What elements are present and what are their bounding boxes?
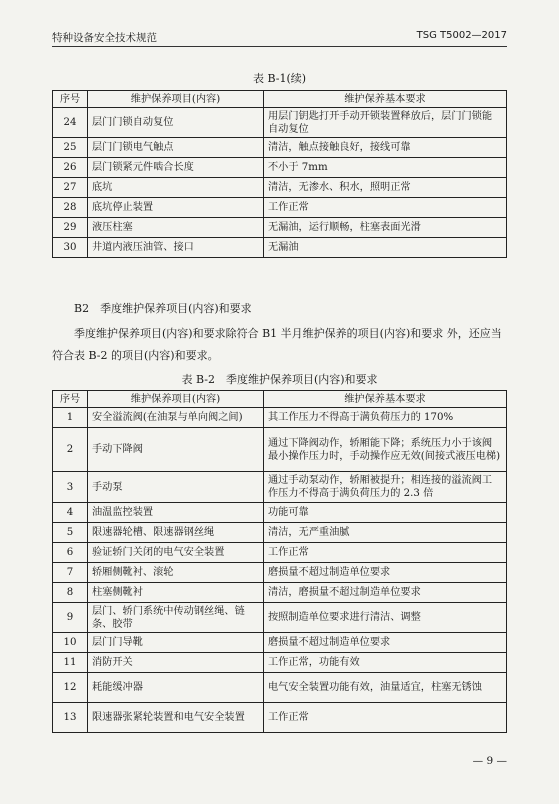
cell-item: 验证轿门关闭的电气安全装置	[88, 543, 264, 563]
cell-no: 27	[53, 178, 88, 198]
table-row	[53, 503, 507, 523]
cell-req: 无漏油，运行顺畅，柱塞表面光滑	[264, 218, 507, 238]
cell-req: 工作正常	[264, 543, 507, 563]
table-row	[53, 583, 507, 603]
cell-req: 清洁，无严重油腻	[264, 523, 507, 543]
table-row	[53, 428, 507, 472]
cell-req: 通过手动泵动作，轿厢被提升；相连接的溢流阀工作压力不得高于满负荷压力的 2.3 倍	[264, 472, 507, 503]
table-row	[53, 703, 507, 733]
cell-req: 其工作压力不得高于满负荷压力的 170%	[264, 408, 507, 428]
table-row	[53, 673, 507, 703]
table-b2	[52, 390, 507, 733]
cell-item: 耗能缓冲器	[88, 673, 264, 703]
cell-item: 层门、轿门系统中传动钢丝绳、链条、胶带	[88, 603, 264, 633]
cell-no: 1	[53, 408, 88, 428]
table1-caption: 表 B-1(续)	[252, 72, 307, 85]
table-row	[53, 138, 507, 158]
cell-req: 工作正常，功能有效	[264, 653, 507, 673]
table-row	[53, 543, 507, 563]
table-row	[53, 218, 507, 238]
cell-no: 25	[53, 138, 88, 158]
cell-item: 柱塞侧靴衬	[88, 583, 264, 603]
table-row	[53, 408, 507, 428]
header-code: TSG T5002—2017	[416, 30, 507, 41]
cell-req: 清洁，触点接触良好，接线可靠	[264, 138, 507, 158]
table-row	[53, 108, 507, 138]
cell-item: 手动下降阀	[88, 428, 264, 472]
cell-no: 13	[53, 703, 88, 733]
cell-req: 磨损量不超过制造单位要求	[264, 563, 507, 583]
cell-no: 30	[53, 238, 88, 258]
cell-req: 磨损量不超过制造单位要求	[264, 633, 507, 653]
col-header-item: 维护保养项目(内容)	[88, 91, 264, 108]
cell-req: 通过下降阀动作，轿厢能下降；系统压力小于该阀最小操作压力时，手动操作应无效(间接式液压电梯)	[264, 428, 507, 472]
cell-req: 按照制造单位要求进行清洁、调整	[264, 603, 507, 633]
section-heading: B2 季度维护保养项目(内容)和要求	[74, 302, 252, 315]
cell-item: 液压柱塞	[88, 218, 264, 238]
cell-item: 层门门锁电气触点	[88, 138, 264, 158]
table-row	[53, 472, 507, 503]
cell-no: 7	[53, 563, 88, 583]
cell-item: 底坑	[88, 178, 264, 198]
cell-item: 消防开关	[88, 653, 264, 673]
cell-req: 工作正常	[264, 703, 507, 733]
cell-no: 8	[53, 583, 88, 603]
page-header	[52, 28, 507, 47]
cell-req: 无漏油	[264, 238, 507, 258]
cell-req: 清洁，无渗水、积水，照明正常	[264, 178, 507, 198]
cell-no: 29	[53, 218, 88, 238]
cell-no: 11	[53, 653, 88, 673]
cell-item: 井道内液压油管、接口	[88, 238, 264, 258]
cell-item: 油温监控装置	[88, 503, 264, 523]
table-row	[53, 653, 507, 673]
page-number: — 9 —	[472, 755, 507, 767]
cell-req: 不小于 7mm	[264, 158, 507, 178]
cell-item: 层门锁紧元件啮合长度	[88, 158, 264, 178]
table2-caption: 表 B-2 季度维护保养项目(内容)和要求	[181, 373, 378, 386]
table-row	[53, 198, 507, 218]
table-row	[53, 178, 507, 198]
col-header-no: 序号	[53, 391, 88, 408]
cell-req: 电气安全装置功能有效，油量适宜，柱塞无锈蚀	[264, 673, 507, 703]
table-b1-cont	[52, 90, 507, 258]
table-row	[53, 523, 507, 543]
cell-item: 层门门导靴	[88, 633, 264, 653]
cell-req: 清洁，磨损量不超过制造单位要求	[264, 583, 507, 603]
table-row	[53, 238, 507, 258]
cell-req: 功能可靠	[264, 503, 507, 523]
table-row	[53, 158, 507, 178]
col-header-item: 维护保养项目(内容)	[88, 391, 264, 408]
cell-item: 安全溢流阀(在油泵与单向阀之间)	[88, 408, 264, 428]
cell-no: 9	[53, 603, 88, 633]
cell-no: 4	[53, 503, 88, 523]
cell-item: 底坑停止装置	[88, 198, 264, 218]
cell-no: 5	[53, 523, 88, 543]
cell-no: 24	[53, 108, 88, 138]
table-row	[53, 633, 507, 653]
body-paragraph: 季度维护保养项目(内容)和要求除符合 B1 半月维护保养的项目(内容)和要求 外，还应当符合表 B-2 的项目(内容)和要求。	[52, 327, 502, 362]
cell-no: 2	[53, 428, 88, 472]
table-row	[53, 563, 507, 583]
cell-item: 限速器张紧轮装置和电气安全装置	[88, 703, 264, 733]
col-header-req: 维护保养基本要求	[264, 91, 507, 108]
col-header-req: 维护保养基本要求	[264, 391, 507, 408]
cell-no: 12	[53, 673, 88, 703]
cell-no: 3	[53, 472, 88, 503]
cell-req: 工作正常	[264, 198, 507, 218]
col-header-no: 序号	[53, 91, 88, 108]
cell-no: 10	[53, 633, 88, 653]
cell-no: 6	[53, 543, 88, 563]
cell-req: 用层门钥匙打开手动开锁装置释放后，层门门锁能自动复位	[264, 108, 507, 138]
table-row	[53, 603, 507, 633]
cell-item: 限速器轮槽、限速器钢丝绳	[88, 523, 264, 543]
cell-item: 层门门锁自动复位	[88, 108, 264, 138]
cell-no: 28	[53, 198, 88, 218]
cell-no: 26	[53, 158, 88, 178]
cell-item: 手动泵	[88, 472, 264, 503]
header-title: 特种设备安全技术规范	[52, 32, 157, 44]
cell-item: 轿厢侧靴衬、滚轮	[88, 563, 264, 583]
